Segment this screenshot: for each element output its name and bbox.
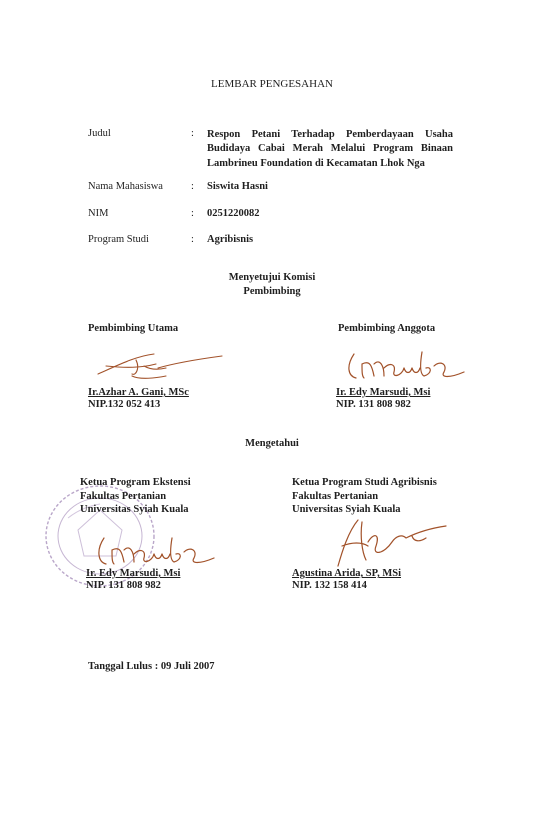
approval-heading [0, 271, 544, 299]
judul-label: Judul [88, 128, 111, 139]
page-title: LEMBAR PENGESAHAN [211, 78, 333, 90]
ketua-ekstensi-line-1: Ketua Program Ekstensi [80, 477, 191, 488]
pembimbing-utama-nip: NIP.132 052 413 [88, 399, 161, 410]
signature-edy-1 [340, 342, 470, 390]
judul-colon: : [191, 128, 194, 139]
nim-value: 0251220082 [207, 208, 260, 219]
ketua-agribisnis-name: Agustina Arida, SP, MSi [292, 568, 402, 579]
judul-value: Respon Petani Terhadap Pemberdayaan Usaha Budidaya Cabai Merah Melalui Program Binaan Lambrineu Foundation di Kecamatan Lhok Nga [207, 129, 453, 169]
tanggal-lulus: Tanggal Lulus : 09 Juli 2007 [88, 661, 215, 672]
ketua-ekstensi-nip: NIP. 131 808 982 [86, 580, 161, 591]
prodi-value: Agribisnis [207, 234, 254, 245]
approval-line-2: Pembimbing [243, 286, 301, 297]
pembimbing-anggota-nip: NIP. 131 808 982 [336, 399, 411, 410]
ketua-agribisnis-line-2: Fakultas Pertanian [292, 490, 379, 502]
ketua-ekstensi-line-3: Universitas Syiah Kuala [80, 504, 189, 515]
nim-label: NIM [88, 208, 109, 219]
ketua-ekstensi-block [80, 476, 191, 517]
ketua-agribisnis-line-1: Ketua Program Studi Agribisnis [292, 477, 437, 488]
nama-label: Nama Mahasiswa [88, 181, 163, 192]
mengetahui-heading: Mengetahui [245, 438, 299, 449]
signature-agustina [322, 512, 452, 572]
ketua-agribisnis-line-3: Universitas Syiah Kuala [292, 504, 401, 515]
signature-azhar [96, 346, 226, 386]
nama-colon: : [191, 181, 194, 192]
pembimbing-utama-role: Pembimbing Utama [88, 323, 179, 334]
ketua-ekstensi-line-2: Fakultas Pertanian [80, 490, 167, 502]
ketua-agribisnis-nip: NIP. 132 158 414 [292, 580, 367, 591]
nama-value: Siswita Hasni [207, 181, 268, 192]
pembimbing-anggota-role: Pembimbing Anggota [338, 323, 436, 334]
nim-colon: : [191, 208, 194, 219]
prodi-colon: : [191, 234, 194, 245]
prodi-label: Program Studi [88, 234, 149, 245]
ketua-ekstensi-name: Ir. Edy Marsudi, Msi [86, 568, 181, 579]
pembimbing-anggota-name: Ir. Edy Marsudi, Msi [336, 387, 431, 398]
ketua-agribisnis-block [292, 476, 437, 517]
pembimbing-utama-name: Ir.Azhar A. Gani, MSc [88, 387, 189, 398]
approval-line-1: Menyetujui Komisi [228, 272, 316, 283]
